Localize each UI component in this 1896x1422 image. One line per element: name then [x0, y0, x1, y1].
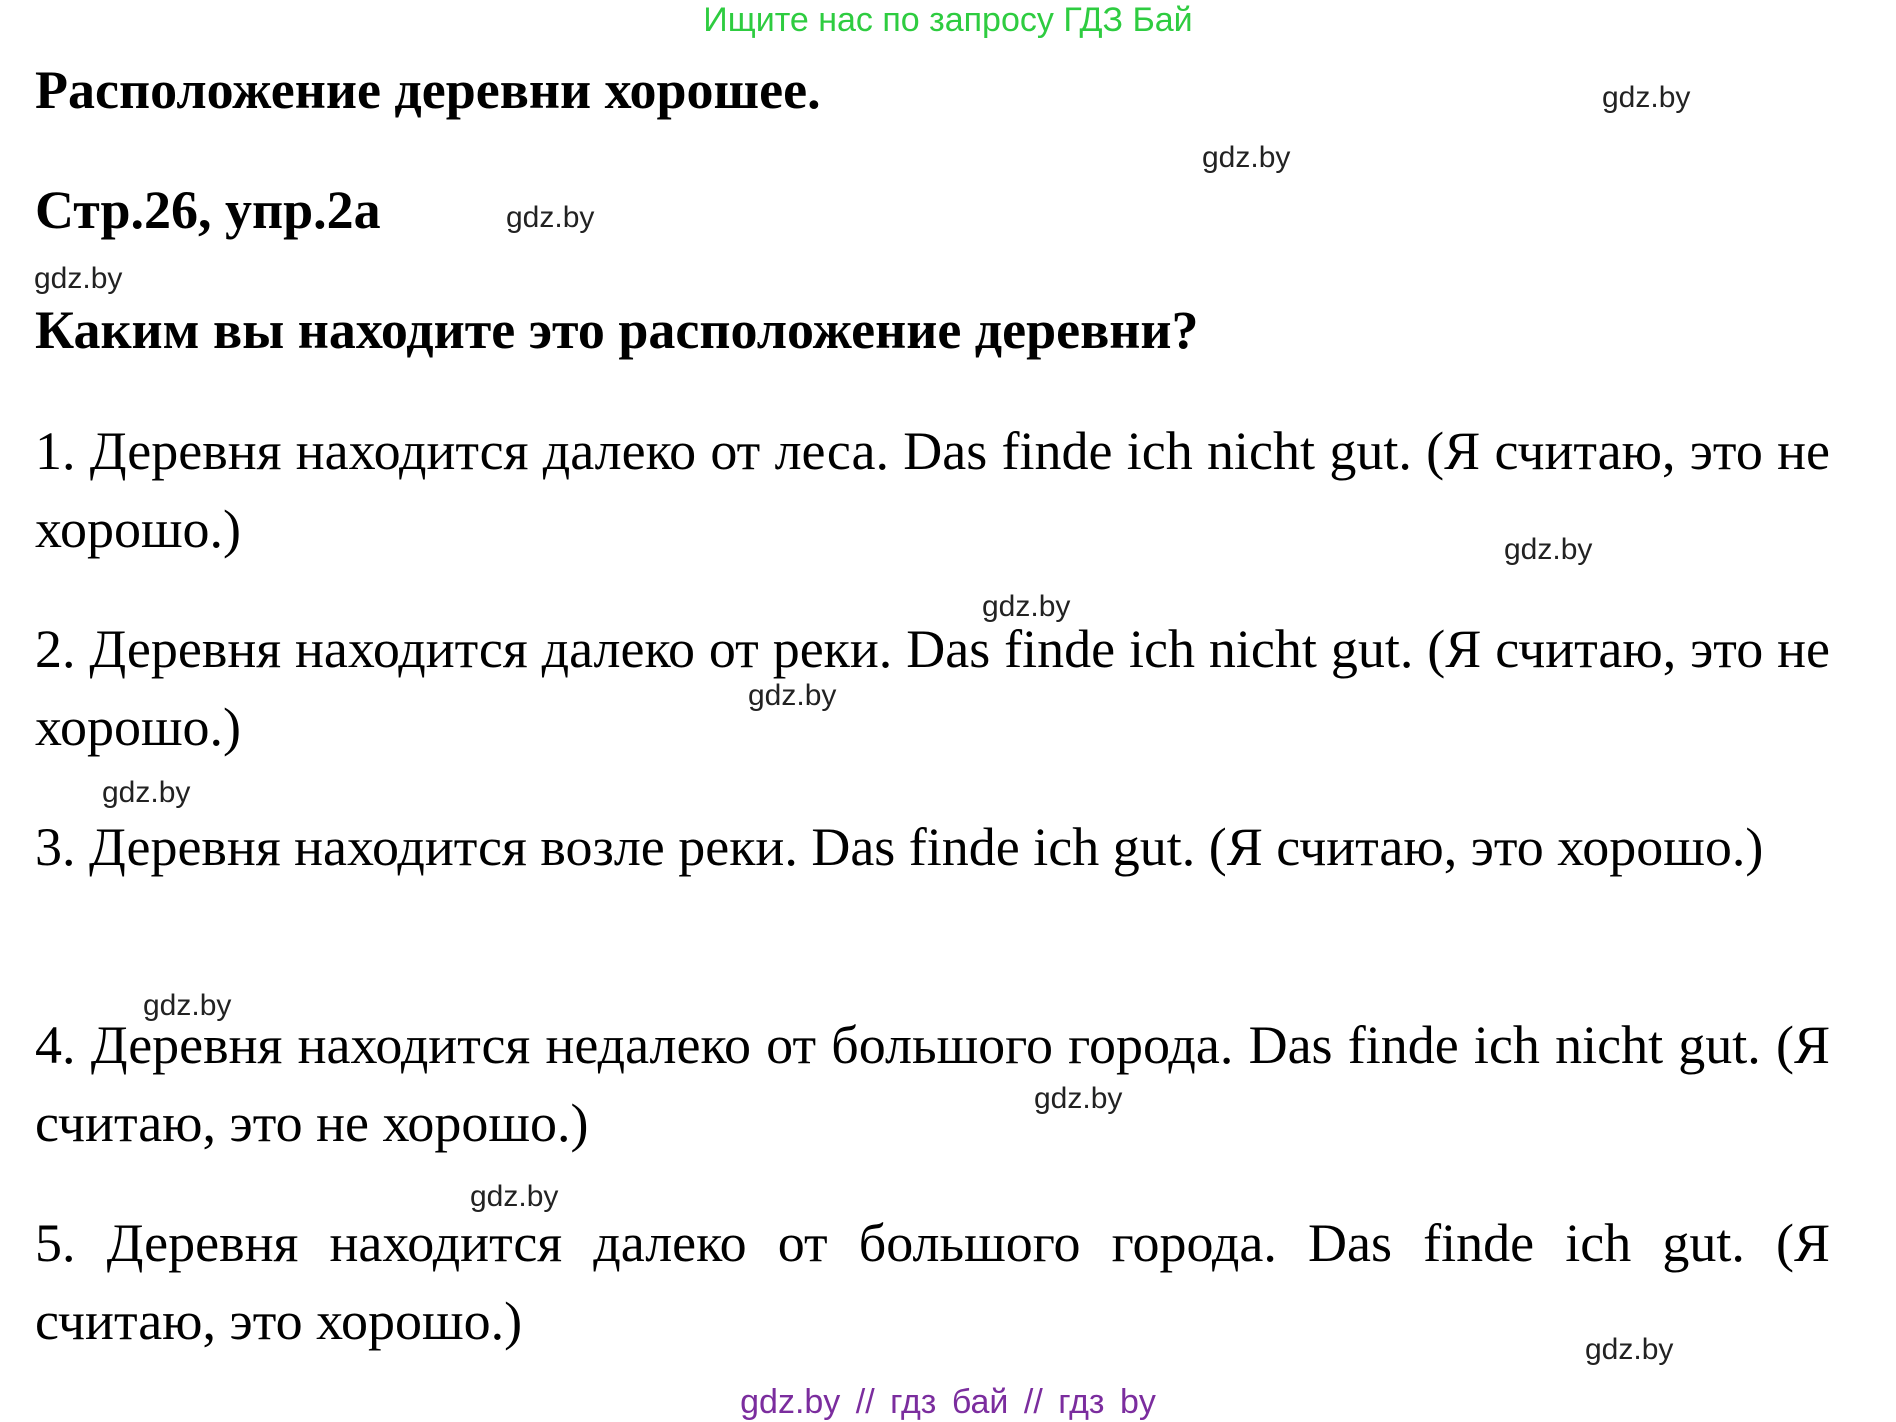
- watermark: gdz.by: [470, 1180, 559, 1213]
- question-heading: Каким вы находите это расположение деревни?: [35, 300, 1199, 360]
- watermark: gdz.by: [34, 262, 123, 295]
- watermark: gdz.by: [1034, 1082, 1123, 1115]
- watermark: gdz.by: [102, 776, 191, 809]
- watermark: gdz.by: [1504, 533, 1593, 566]
- search-banner: Ищите нас по запросу ГДЗ Бай: [703, 1, 1193, 39]
- footer-links: gdz.by // гдз бай // гдз by: [740, 1383, 1156, 1421]
- watermark: gdz.by: [1202, 141, 1291, 174]
- answer-item-5: 5. Деревня находится далеко от большого города. Das finde ich gut. (Я считаю, это хорошо.): [35, 1213, 1830, 1351]
- watermark: gdz.by: [748, 679, 837, 712]
- exercise-title: Стр.26, упр.2а: [35, 180, 381, 240]
- watermark: gdz.by: [143, 989, 232, 1022]
- watermark: gdz.by: [1602, 81, 1691, 114]
- section-title: Расположение деревни хорошее.: [35, 60, 821, 120]
- answer-item-4: 4. Деревня находится недалеко от большого города. Das finde ich nicht gut. (Я считаю, это не хорошо.): [35, 1015, 1830, 1153]
- answer-item-2: 2. Деревня находится далеко от реки. Das finde ich nicht gut. (Я считаю, это не хорошо.): [35, 619, 1830, 757]
- watermark: gdz.by: [982, 590, 1071, 623]
- answer-item-1: 1. Деревня находится далеко от леса. Das finde ich nicht gut. (Я считаю, это не хорошо.): [35, 421, 1830, 559]
- watermark: gdz.by: [1585, 1333, 1674, 1366]
- answer-item-3: 3. Деревня находится возле реки. Das finde ich gut. (Я считаю, это хорошо.): [35, 817, 1764, 877]
- watermark: gdz.by: [506, 201, 595, 234]
